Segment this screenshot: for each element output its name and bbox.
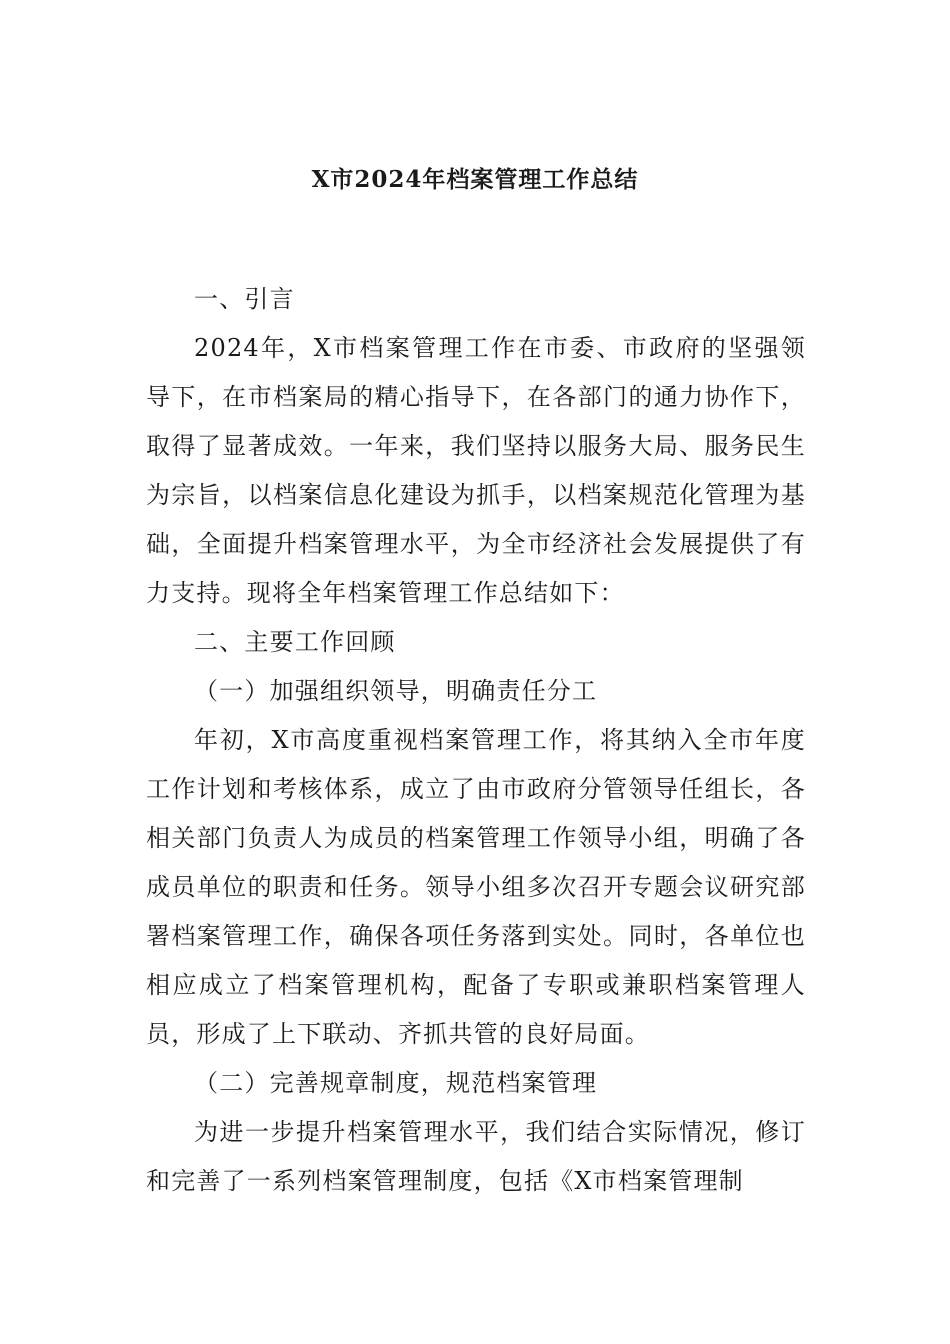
document-title: X市2024年档案管理工作总结	[311, 166, 639, 193]
section-heading-introduction: 一、引言	[194, 285, 295, 313]
document-body	[146, 275, 806, 1206]
subsection-heading-regulations: （二）完善规章制度，规范档案管理	[194, 1069, 598, 1097]
paragraph-organization: 年初，X市高度重视档案管理工作，将其纳入全市年度工作计划和考核体系，成立了由市政府分管领导任组长，各相关部门负责人为成员的档案管理工作领导小组，明确了各成员单位的职责和任务。领导小组多次召开专题会议研究部署档案管理工作，确保各项任务落到实处。同时，各单位也相应成立了档案管理机构，配备了专职或兼职档案管理人员，形成了上下联动、齐抓共管的良好局面。	[146, 726, 806, 1048]
section-heading-work-review: 二、主要工作回顾	[194, 628, 396, 656]
paragraph-introduction: 2024年，X市档案管理工作在市委、市政府的坚强领导下，在市档案局的精心指导下，在各部门的通力协作下，取得了显著成效。一年来，我们坚持以服务大局、服务民生为宗旨，以档案信息化建设为抓手，以档案规范化管理为基础，全面提升档案管理水平，为全市经济社会发展提供了有力支持。现将全年档案管理工作总结如下：	[146, 334, 806, 607]
paragraph-regulations: 为进一步提升档案管理水平，我们结合实际情况，修订和完善了一系列档案管理制度，包括《X市档案管理制	[146, 1118, 806, 1195]
subsection-heading-organization: （一）加强组织领导，明确责任分工	[194, 677, 598, 705]
